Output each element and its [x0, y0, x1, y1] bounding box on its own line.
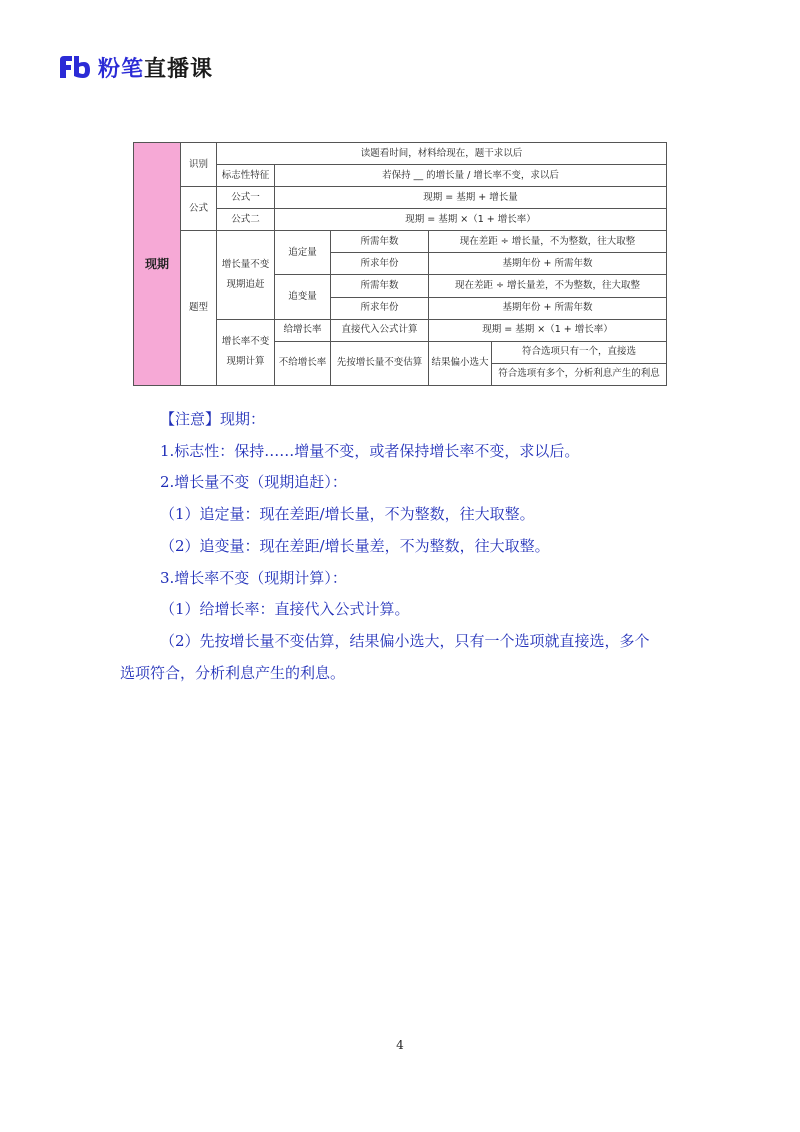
note-2: 2.增长量不变（现期追赶）： [160, 473, 347, 492]
feature-label: 标志性特征 [217, 165, 275, 187]
formula-1-label: 公式一 [217, 187, 275, 209]
note-3: （1）追定量：现在差距/增长量，不为整数，往大取整。 [160, 505, 535, 524]
group-1-line-2: 现期追赶 [226, 278, 265, 290]
note-7-continued: 选项符合，分析利息产生的利息。 [120, 663, 346, 682]
row-4-b: 基期年份 + 所需年数 [429, 297, 667, 319]
identify-text: 读题看时间，材料给现在，题干求以后 [217, 143, 667, 165]
group-1-label [217, 231, 275, 319]
header [58, 52, 213, 82]
formula-1-text: 现期 = 基期 + 增长量 [275, 187, 667, 209]
row-3-a: 所需年数 [331, 275, 429, 297]
note-1: 1.标志性：保持……增量不变，或者保持增长率不变，求以后。 [160, 441, 580, 460]
identify-label: 识别 [181, 143, 217, 187]
notes-title: 【注意】现期： [160, 410, 266, 428]
row-1-a: 所需年数 [331, 231, 429, 253]
brand-main: 粉笔 [98, 56, 145, 82]
note-7: （2）先按增长量不变估算，结果偏小选大，只有一个选项就直接选，多个 [160, 631, 650, 650]
group-2-line-1: 增长率不变 [221, 336, 270, 348]
group-1-line-1: 增长量不变 [221, 259, 270, 271]
group-2-line-2: 现期计算 [226, 356, 265, 368]
group-2-label [217, 319, 275, 385]
fixed-label: 追定量 [275, 231, 331, 275]
no-rate-result: 结果偏小选大 [429, 341, 492, 385]
notes-section [120, 404, 690, 689]
main-label-cell: 现期 [134, 143, 181, 386]
give-rate-method: 直接代入公式计算 [331, 319, 429, 341]
note-4: （2）追变量：现在差距/增长量差，不为整数，往大取整。 [160, 536, 550, 555]
no-rate-case-1: 符合选项只有一个，直接选 [492, 341, 667, 363]
row-2-b: 基期年份 + 所需年数 [429, 253, 667, 275]
formula-2-text: 现期 = 基期 ×（1 + 增长率） [275, 209, 667, 231]
give-rate-formula: 现期 = 基期 ×（1 + 增长率） [429, 319, 667, 341]
formula-label: 公式 [181, 187, 217, 231]
feature-text: 若保持 __ 的增长量 / 增长率不变，求以后 [275, 165, 667, 187]
row-1-b: 现在差距 ÷ 增长量，不为整数，往大取整 [429, 231, 667, 253]
no-rate-method: 先按增长量不变估算 [331, 341, 429, 385]
note-6: （1）给增长率：直接代入公式计算。 [160, 600, 410, 619]
row-2-a: 所求年份 [331, 253, 429, 275]
no-rate-label: 不给增长率 [275, 341, 331, 385]
row-3-b: 现在差距 ÷ 增长量差，不为整数，往大取整 [429, 275, 667, 297]
note-5: 3.增长率不变（现期计算）： [160, 568, 347, 587]
summary-table [133, 142, 667, 386]
row-4-a: 所求年份 [331, 297, 429, 319]
give-rate-label: 给增长率 [275, 319, 331, 341]
fb-logo-icon [58, 54, 92, 80]
var-label: 追变量 [275, 275, 331, 319]
formula-2-label: 公式二 [217, 209, 275, 231]
page-number: 4 [396, 1038, 404, 1052]
brand-name [98, 52, 213, 83]
no-rate-case-2: 符合选项有多个，分析利息产生的利息 [492, 363, 667, 385]
types-label: 题型 [181, 231, 217, 386]
brand-sub: 直播课 [144, 56, 214, 82]
